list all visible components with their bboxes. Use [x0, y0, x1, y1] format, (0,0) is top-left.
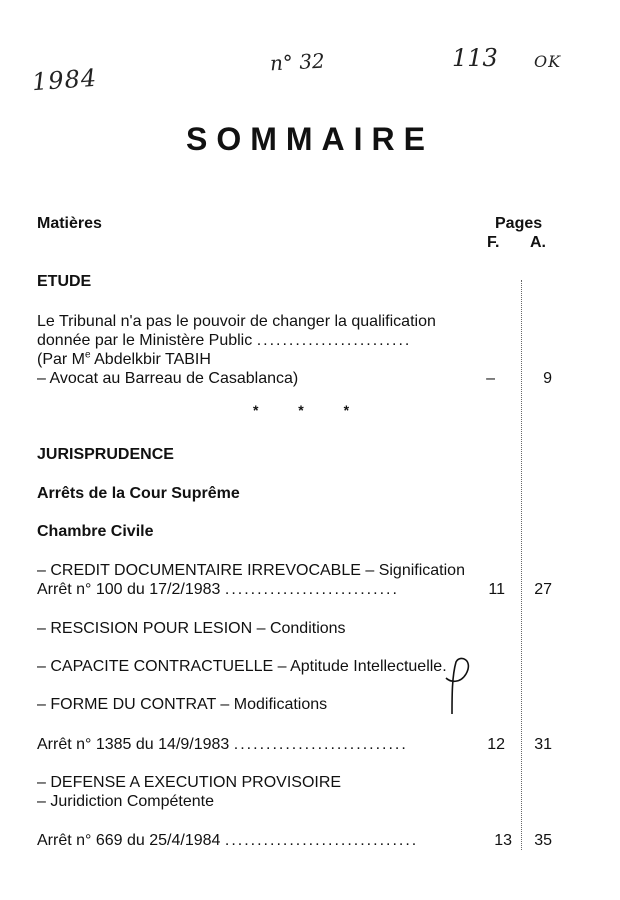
leader-dots: .............................. [224, 832, 419, 849]
page-f: 13 [494, 832, 512, 849]
etude-title-text: donnée par le Ministère Public [37, 332, 253, 349]
arret-reference: Arrêt n° 669 du 25/4/1984 [37, 832, 221, 849]
page-a: 35 [534, 832, 552, 849]
arret-reference: Arrêt n° 100 du 17/2/1983 [37, 581, 221, 598]
arret-line [37, 832, 418, 850]
page-a: 9 [543, 370, 552, 387]
handwritten-initial-mark [438, 656, 478, 716]
arret-reference: Arrêt n° 1385 du 14/9/1983 [37, 736, 230, 753]
column-header-pages: Pages [495, 215, 543, 232]
etude-author [37, 351, 211, 369]
column-divider [521, 280, 522, 850]
column-header-matieres: Matières [37, 215, 102, 232]
etude-title-line1: Le Tribunal n'a pas le pouvoir de changer la qualification [37, 313, 436, 330]
arret-line [37, 581, 399, 599]
court-heading: Arrêts de la Cour Suprême [37, 485, 240, 502]
author-prefix: (Par M [37, 351, 85, 368]
entry-title: – FORME DU CONTRAT – Modifications [37, 696, 328, 713]
arret-line [37, 736, 408, 754]
entry-title: – RESCISION POUR LESION – Conditions [37, 620, 346, 637]
section-heading-jurisprudence: JURISPRUDENCE [37, 446, 174, 463]
column-header-f: F. [487, 234, 500, 251]
column-header-a: A. [530, 234, 546, 251]
handwritten-issue-number: n° 32 [269, 48, 326, 76]
leader-dots: ........................ [256, 332, 412, 349]
page-f: 11 [488, 581, 505, 598]
page-f: – [486, 370, 495, 387]
section-separator: * * * [252, 402, 368, 418]
entry-title: – DEFENSE A EXECUTION PROVISOIRE [37, 774, 342, 791]
handwritten-reference: 113 [452, 44, 498, 72]
etude-title-line2 [37, 332, 411, 350]
leader-dots: ........................... [224, 581, 399, 598]
etude-author-affiliation: – Avocat au Barreau de Casablanca) [37, 370, 299, 387]
page-a: 31 [534, 736, 552, 753]
page-title: SOMMAIRE [186, 121, 434, 157]
chamber-heading: Chambre Civile [37, 523, 154, 540]
leader-dots: ........................... [233, 736, 408, 753]
entry-title: – CAPACITE CONTRACTUELLE – Aptitude Intellectuelle. [37, 658, 447, 675]
page-a: 27 [534, 581, 552, 598]
page-f: 12 [487, 736, 505, 753]
entry-subtitle: – Juridiction Compétente [37, 793, 214, 810]
author-name: Abdelkbir TABIH [90, 351, 211, 368]
handwritten-ok: OK [534, 52, 562, 71]
entry-title: – CREDIT DOCUMENTAIRE IRREVOCABLE – Signification [37, 562, 465, 579]
handwritten-year: 1984 [31, 63, 98, 97]
author-superscript: e [85, 349, 91, 361]
section-heading-etude: ETUDE [37, 273, 92, 290]
